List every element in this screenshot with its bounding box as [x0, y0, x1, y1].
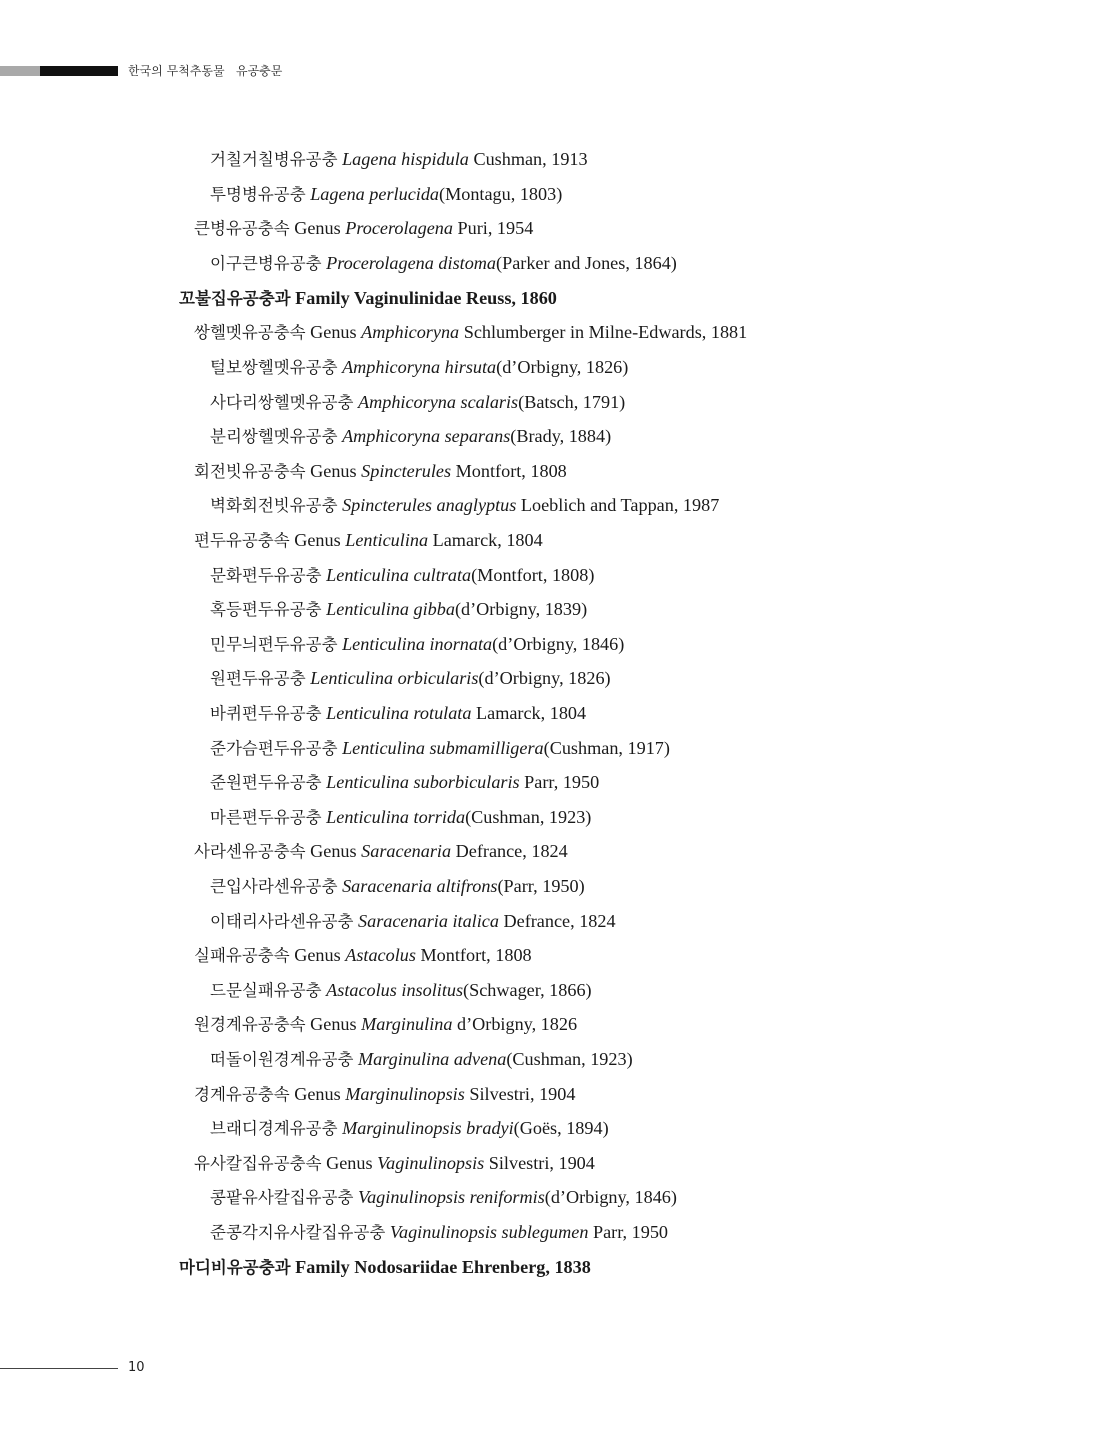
scientific-name: Saracenaria: [361, 841, 452, 861]
rank-label: Genus: [326, 1153, 373, 1173]
rank-label: Genus: [294, 945, 341, 965]
species-entry: [210, 665, 611, 691]
authority: Defrance, 1824: [455, 841, 568, 861]
korean-name: 벽화회전빗유공충: [210, 496, 338, 515]
korean-name: 민무늬편두유공충: [210, 635, 338, 654]
authority: Montfort, 1808: [420, 945, 532, 965]
korean-name: 준가슴편두유공충: [210, 739, 338, 758]
authority: d’Orbigny, 1826: [456, 1014, 578, 1034]
authority: Schlumberger in Milne-Edwards, 1881: [463, 322, 748, 342]
korean-name: 마디비유공충과: [179, 1258, 291, 1277]
species-entry: [210, 1219, 668, 1245]
korean-name: 마른편두유공충: [210, 808, 322, 827]
genus-entry: [194, 319, 747, 345]
authority: Cushman, 1913: [473, 149, 588, 169]
scientific-name: Lenticulina suborbicularis: [326, 772, 520, 792]
authority: Lamarck, 1804: [432, 530, 543, 550]
species-entry: [210, 908, 616, 934]
family-entry: [179, 285, 557, 311]
authority: (Cushman, 1917): [543, 738, 670, 758]
species-entry: [210, 631, 624, 657]
scientific-name: Marginulinopsis: [345, 1084, 465, 1104]
scientific-name: Spincterules anaglyptus: [342, 495, 517, 515]
korean-name: 바퀴편두유공충: [210, 704, 322, 723]
korean-name: 이태리사라센유공충: [210, 912, 354, 931]
authority: (Schwager, 1866): [463, 980, 592, 1000]
korean-name: 꼬불집유공충과: [179, 289, 291, 308]
scientific-name: Saracenaria altifrons: [342, 876, 498, 896]
korean-name: 회전빗유공충속: [194, 462, 306, 481]
scientific-name: Marginulina: [361, 1014, 453, 1034]
genus-entry: [194, 1081, 575, 1107]
authority: (Cushman, 1923): [465, 807, 592, 827]
scientific-name: Vaginulinopsis: [377, 1153, 485, 1173]
species-entry: [210, 181, 562, 207]
family-name: Family Vaginulinidae Reuss, 1860: [295, 288, 557, 308]
scientific-name: Lenticulina: [345, 530, 429, 550]
authority: Montfort, 1808: [455, 461, 567, 481]
rank-label: Genus: [294, 1084, 341, 1104]
species-entry: [210, 354, 628, 380]
korean-name: 준콩각지유사칼집유공충: [210, 1223, 386, 1242]
scientific-name: Lagena perlucida: [310, 184, 440, 204]
korean-name: 투명병유공충: [210, 185, 306, 204]
family-entry: [179, 1254, 591, 1280]
korean-name: 이구큰병유공충: [210, 254, 322, 273]
species-entry: [210, 873, 585, 899]
korean-name: 원경계유공충속: [194, 1015, 306, 1034]
rank-label: Genus: [310, 461, 357, 481]
page-number: 10: [128, 1360, 145, 1375]
korean-name: 사다리쌍헬멧유공충: [210, 393, 354, 412]
scientific-name: Vaginulinopsis reniformis: [358, 1187, 545, 1207]
running-header-title: 한국의 무척추동물 유공충문: [128, 64, 283, 78]
scientific-name: Lagena hispidula: [342, 149, 469, 169]
scientific-name: Amphicoryna: [361, 322, 460, 342]
genus-entry: [194, 942, 532, 968]
korean-name: 분리쌍헬멧유공충: [210, 427, 338, 446]
rank-label: Genus: [294, 218, 341, 238]
scientific-name: Vaginulinopsis sublegumen: [389, 1222, 589, 1242]
authority: Puri, 1954: [457, 218, 534, 238]
korean-name: 브래디경계유공충: [210, 1119, 338, 1138]
genus-entry: [194, 838, 568, 864]
scientific-name: Amphicoryna scalaris: [358, 392, 519, 412]
species-entry: [210, 389, 625, 415]
species-entry: [210, 423, 611, 449]
authority: (Montagu, 1803): [439, 184, 563, 204]
header-bar-black: [40, 66, 118, 76]
species-entry: [210, 700, 586, 726]
authority: Defrance, 1824: [503, 911, 616, 931]
scientific-name: Procerolagena distoma: [326, 253, 497, 273]
species-entry: [210, 977, 592, 1003]
korean-name: 큰입사라센유공충: [210, 877, 338, 896]
korean-name: 경계유공충속: [194, 1085, 290, 1104]
scientific-name: Marginulina advena: [358, 1049, 507, 1069]
scientific-name: Astacolus: [345, 945, 416, 965]
authority: Silvestri, 1904: [488, 1153, 595, 1173]
korean-name: 콩팥유사칼집유공충: [210, 1188, 354, 1207]
authority: (Batsch, 1791): [518, 392, 626, 412]
authority: (Montfort, 1808): [471, 565, 595, 585]
korean-name: 떠돌이원경계유공충: [210, 1050, 354, 1069]
scientific-name: Amphicoryna hirsuta: [342, 357, 497, 377]
species-entry: [210, 1184, 677, 1210]
authority: Parr, 1950: [592, 1222, 669, 1242]
authority: (Goës, 1894): [513, 1118, 609, 1138]
korean-name: 문화편두유공충: [210, 566, 322, 585]
korean-name: 쌍헬멧유공충속: [194, 323, 306, 342]
rank-label: Genus: [310, 841, 357, 861]
species-entry: [210, 1115, 609, 1141]
korean-name: 준원편두유공충: [210, 773, 322, 792]
scientific-name: Procerolagena: [345, 218, 453, 238]
genus-entry: [194, 527, 543, 553]
species-entry: [210, 250, 677, 276]
korean-name: 털보쌍헬멧유공충: [210, 358, 338, 377]
rank-label: Genus: [310, 1014, 357, 1034]
scientific-name: Marginulinopsis bradyi: [342, 1118, 514, 1138]
scientific-name: Lenticulina cultrata: [326, 565, 472, 585]
rank-label: Genus: [310, 322, 357, 342]
korean-name: 거칠거칠병유공충: [210, 150, 338, 169]
scientific-name: Lenticulina submamilligera: [342, 738, 544, 758]
species-entry: [210, 562, 594, 588]
scientific-name: Lenticulina orbicularis: [310, 668, 479, 688]
family-name: Family Nodosariidae Ehrenberg, 1838: [295, 1257, 591, 1277]
authority: (Parr, 1950): [497, 876, 585, 896]
korean-name: 유사칼집유공충속: [194, 1154, 322, 1173]
korean-name: 편두유공충속: [194, 531, 290, 550]
footer-rule: [0, 1368, 118, 1369]
authority: (d’Orbigny, 1846): [492, 634, 625, 654]
authority: Silvestri, 1904: [469, 1084, 576, 1104]
korean-name: 혹등편두유공충: [210, 600, 322, 619]
authority: (d’Orbigny, 1839): [454, 599, 588, 619]
authority: (Cushman, 1923): [506, 1049, 633, 1069]
scientific-name: Lenticulina gibba: [326, 599, 455, 619]
scientific-name: Spincterules: [361, 461, 452, 481]
authority: Loeblich and Tappan, 1987: [520, 495, 720, 515]
species-entry: [210, 1046, 633, 1072]
scientific-name: Amphicoryna separans: [342, 426, 511, 446]
authority: Parr, 1950: [524, 772, 600, 792]
scientific-name: Lenticulina inornata: [342, 634, 493, 654]
genus-entry: [194, 1150, 595, 1176]
scientific-name: Lenticulina torrida: [326, 807, 466, 827]
genus-entry: [194, 215, 533, 241]
scientific-name: Saracenaria italica: [358, 911, 499, 931]
scientific-name: Lenticulina rotulata: [326, 703, 472, 723]
genus-entry: [194, 458, 567, 484]
species-entry: [210, 769, 599, 795]
korean-name: 원편두유공충: [210, 669, 306, 688]
species-entry: [210, 492, 719, 518]
species-entry: [210, 596, 587, 622]
species-entry: [210, 146, 588, 172]
authority: (d’Orbigny, 1826): [478, 668, 611, 688]
authority: (Parker and Jones, 1864): [496, 253, 677, 273]
korean-name: 실패유공충속: [194, 946, 290, 965]
korean-name: 큰병유공충속: [194, 219, 290, 238]
species-entry: [210, 804, 591, 830]
genus-entry: [194, 1011, 577, 1037]
authority: (d’Orbigny, 1846): [544, 1187, 677, 1207]
authority: (d’Orbigny, 1826): [496, 357, 629, 377]
rank-label: Genus: [294, 530, 341, 550]
authority: Lamarck, 1804: [476, 703, 587, 723]
korean-name: 드문실패유공충: [210, 981, 322, 1000]
scientific-name: Astacolus insolitus: [326, 980, 464, 1000]
korean-name: 사라센유공충속: [194, 842, 306, 861]
header-bar-gray: [0, 66, 40, 76]
authority: (Brady, 1884): [510, 426, 612, 446]
species-entry: [210, 735, 670, 761]
